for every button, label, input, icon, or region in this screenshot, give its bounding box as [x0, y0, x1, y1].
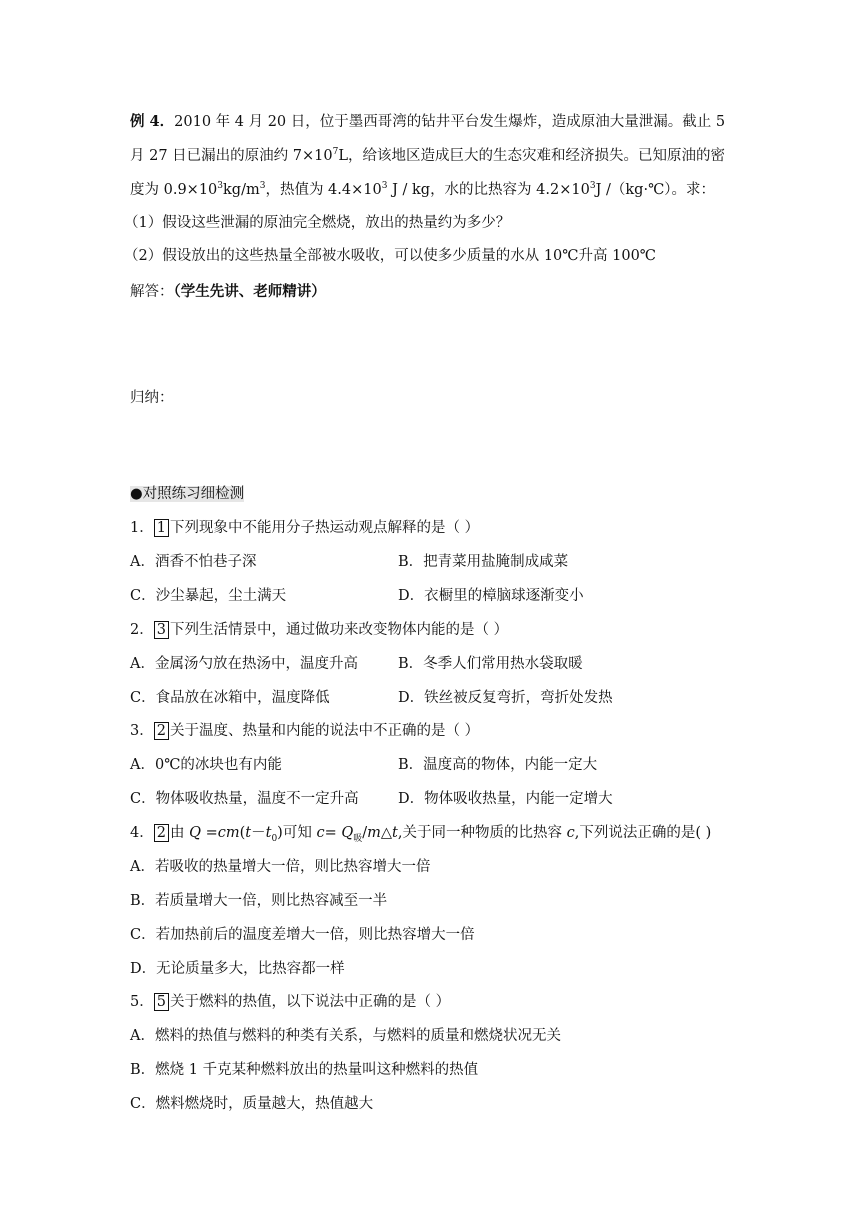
- section-title: ●对照练习细检测: [130, 486, 245, 502]
- example-question-1: （1）假设这些泄漏的原油完全燃烧，放出的热量约为多少？: [124, 215, 511, 231]
- summary-label: 归纳：: [130, 390, 174, 406]
- question-1-option-d: D．衣橱里的樟脑球逐渐变小: [398, 588, 584, 604]
- example-line-1: 例 4．2010 年 4 月 20 日，位于墨西哥湾的钻井平台发生爆炸，造成原油大量泄漏。截止 5: [130, 113, 726, 130]
- question-2-option-c: C．食品放在冰箱中，温度降低: [130, 690, 330, 706]
- difficulty-badge: 2: [154, 722, 169, 740]
- question-2-option-d: D．铁丝被反复弯折，弯折处发热: [398, 690, 613, 706]
- question-5-option-b: B．燃烧 1 千克某种燃料放出的热量叫这种燃料的热值: [130, 1062, 479, 1078]
- example-label: 例 4．: [130, 113, 175, 130]
- answer-line: [130, 282, 326, 302]
- difficulty-badge: 5: [154, 993, 169, 1011]
- question-3-stem: 3． 2 关于温度、热量和内能的说法中不正确的是（ ）: [130, 723, 480, 739]
- question-4-stem: 4． 2 由 $Q =cm(t-t_0)$可知 $c= Q_吸/m\triangle t$,关于同一种物质的比热容 c,下列说法正确的是( ): [130, 825, 712, 844]
- question-4-option-c: C．若加热前后的温度差增大一倍，则比热容增大一倍: [130, 927, 475, 943]
- question-3-option-a: A．0℃的冰块也有内能: [130, 757, 282, 773]
- question-3-option-b: B．温度高的物体，内能一定大: [398, 757, 598, 773]
- question-2-stem: 2． 3 下列生活情景中，通过做功来改变物体内能的是（ ）: [130, 622, 509, 638]
- difficulty-badge: 2: [154, 824, 169, 842]
- answer-label: 解答：: [130, 284, 174, 300]
- difficulty-badge: 3: [154, 621, 169, 639]
- answer-note: （学生先讲、老师精讲）: [173, 283, 326, 300]
- question-4-option-a: A．若吸收的热量增大一倍，则比热容增大一倍: [130, 859, 431, 875]
- question-4-option-b: B．若质量增大一倍，则比热容减至一半: [130, 893, 388, 909]
- question-4-option-d: D．无论质量多大，比热容都一样: [130, 961, 345, 977]
- question-5-option-c: C．燃料燃烧时，质量越大，热值越大: [130, 1096, 374, 1112]
- question-1-option-b: B．把青菜用盐腌制成咸菜: [398, 554, 569, 570]
- example-line-3: 度为 $0.9\times 10^3kg/m^3$，热值为 $4.4\times 10^3$ J / kg，水的比热容为 $4.2\times 10^3J$ /（kg·℃）。求：: [130, 181, 716, 198]
- question-3-option-c: C．物体吸收热量，温度不一定升高: [130, 791, 359, 807]
- question-1-option-c: C．沙尘暴起，尘土满天: [130, 588, 287, 604]
- question-2-option-a: A．金属汤勺放在热汤中，温度升高: [130, 656, 358, 672]
- question-5-option-a: A．燃料的热值与燃料的种类有关系，与燃料的质量和燃烧状况无关: [130, 1028, 561, 1044]
- question-2-option-b: B．冬季人们常用热水袋取暖: [398, 656, 583, 672]
- question-5-stem: 5． 5 关于燃料的热值，以下说法中正确的是（ ）: [130, 994, 451, 1010]
- question-3-option-d: D．物体吸收热量，内能一定增大: [398, 791, 613, 807]
- question-1-option-a: A．酒香不怕巷子深: [130, 554, 257, 570]
- difficulty-badge: 1: [154, 519, 169, 537]
- example-line-2: 月 27 日已漏出的原油约 $7\times 10^7L$，给该地区造成巨大的生态灾难和经济损失。已知原油的密: [130, 147, 725, 164]
- example-question-2: （2）假设放出的这些热量全部被水吸收，可以使多少质量的水从 10℃升高 100℃: [124, 248, 657, 264]
- question-1-stem: 1． 1 下列现象中不能用分子热运动观点解释的是（ ）: [130, 520, 480, 536]
